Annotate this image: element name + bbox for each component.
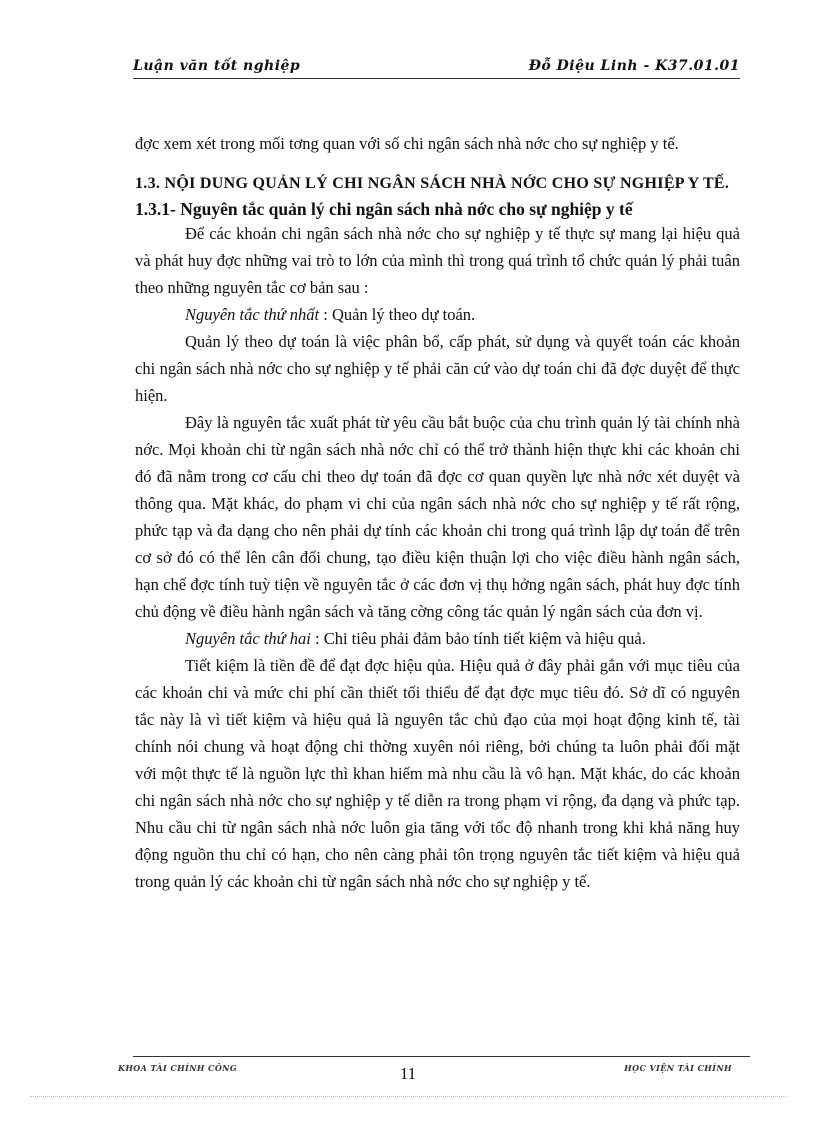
principle-2 [135, 625, 740, 652]
paragraph-1: Để các khoản chi ngân sách nhà nớc cho sự nghiệp y tế thực sự mang lại hiệu quả và phát huy đợc những vai trò to lớn của mình thì trong quá trình tổ chức quản lý phải tuân theo những nguyên tắc cơ bản sau : [135, 224, 740, 297]
footer-right: HỌC VIỆN TÀI CHÍNH [624, 1063, 732, 1073]
subsection-heading: 1.3.1- Nguyên tắc quản lý chi ngân sách nhà nớc cho sự nghiệp y tế [135, 199, 633, 219]
principle-1-label: Nguyên tắc thứ nhất [185, 305, 320, 324]
header-left-title: Luận văn tốt nghiệp [133, 58, 301, 74]
paragraph-4: Tiết kiệm là tiền đề để đạt đợc hiệu qủa. Hiệu quả ở đây phải gắn với mục tiêu của các khoản chi và mức chi phí cần thiết tối thiểu để đạt đợc mục tiêu đó. Sở dĩ có nguyên tắc này là vì tiết kiệm và hiệu quả là nguyên tắc chủ đạo của mọi hoạt động kinh tế, tài chính nói chung và hoạt động chi thờng xuyên nói riêng, bởi chúng ta luôn phải đối mặt với một thực tế là nguồn lực thì khan hiếm mà nhu cầu là vô hạn. Mặt khác, do các khoản chi ngân sách nhà nớc cho sự nghiệp y tế diễn ra trong phạm vi rộng, đa dạng và phức tạp. Nhu cầu chi từ ngân sách nhà nớc luôn gia tăng với tốc độ nhanh trong khi khả năng huy động nguồn thu chỉ có hạn, cho nên càng phải tôn trọng nguyên tắc tiết kiệm và hiệu quả trong quản lý các khoản chi từ ngân sách nhà nớc cho sự nghiệp y tế. [135, 656, 740, 891]
principle-1 [135, 301, 740, 328]
header-author: Đỗ Diệu Linh - K37.01.01 [528, 58, 740, 74]
principle-1-text: : Quản lý theo dự toán. [319, 305, 476, 324]
principle-2-label: Nguyên tắc thứ hai [185, 629, 311, 648]
footer-left: KHOA TÀI CHÍNH CÔNG [118, 1063, 238, 1073]
page-bottom-dotted-line [30, 1096, 786, 1097]
footer-rule [133, 1056, 750, 1057]
intro-paragraph: đợc xem xét trong mối tơng quan với số chi ngân sách nhà nớc cho sự nghiệp y tế. [135, 134, 679, 153]
page-number: 11 [399, 1064, 417, 1083]
page-header [133, 58, 740, 78]
paragraph-2: Quản lý theo dự toán là việc phân bổ, cấp phát, sử dụng và quyết toán các khoản chi ngân sách nhà nớc cho sự nghiệp y tế phải căn cứ vào dự toán chi đã đợc duyệt để thực hiện. [135, 332, 740, 405]
principle-2-text: : Chi tiêu phải đảm bảo tính tiết kiệm và hiệu quả. [310, 629, 646, 648]
header-rule [133, 78, 740, 79]
section-heading: 1.3. NỘI DUNG QUẢN LÝ CHI NGÂN SÁCH NHÀ NỚC CHO SỰ NGHIỆP Y TẾ. [135, 175, 730, 192]
paragraph-3: Đây là nguyên tắc xuất phát từ yêu cầu bắt buộc của chu trình quản lý tài chính nhà nớc. Mọi khoản chi từ ngân sách nhà nớc chỉ có thể trở thành hiện thực khi các khoản chi đó đã nằm trong cơ cấu chi theo dự toán đã đợc cơ quan quyền lực nhà nớc xét duyệt và thông qua. Mặt khác, do phạm vi chi của ngân sách nhà nớc cho sự nghiệp y tế rất rộng, phức tạp và đa dạng cho nên phải dự tính các khoản chi trong quá trình lập dự toán để trên cơ sở đó có thể lên cân đối chung, tạo điều kiện thuận lợi cho việc điều hành ngân sách, hạn chế đợc tính tuỳ tiện về nguyên tắc ở các đơn vị thụ hởng ngân sách, phát huy đợc tính chủ động về điều hành ngân sách và tăng cờng công tác quản lý ngân sách của đơn vị. [135, 413, 740, 621]
document-body [135, 130, 740, 895]
